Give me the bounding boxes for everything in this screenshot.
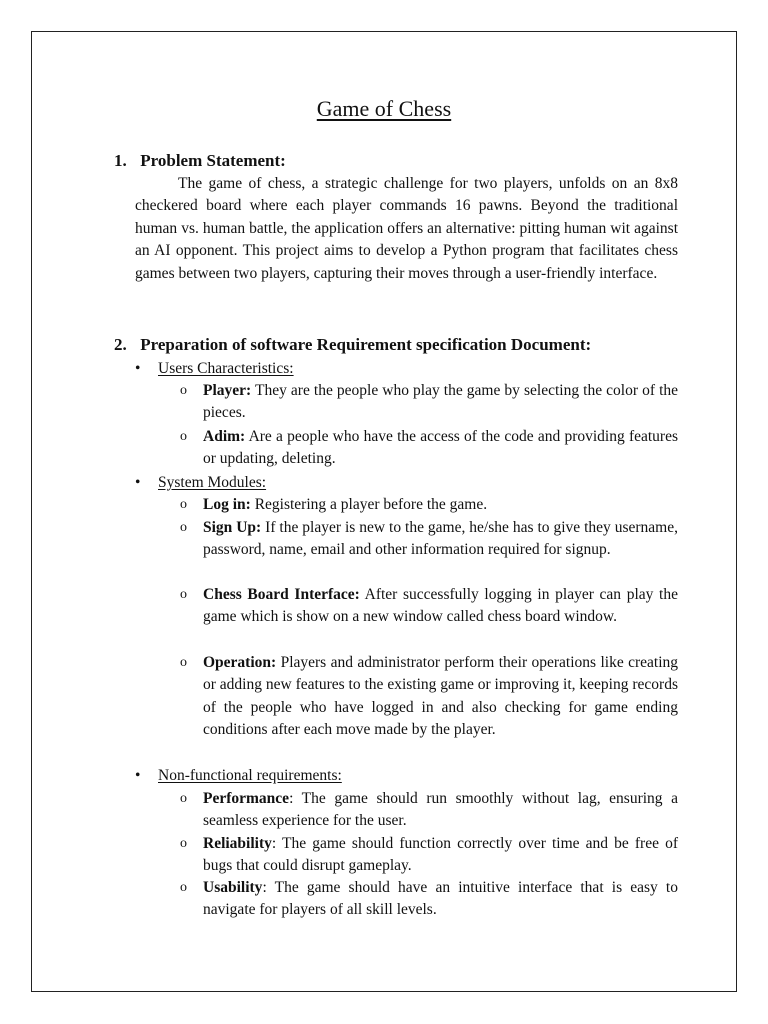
sub-item-performance [180, 788, 678, 833]
term: Operation: [203, 654, 277, 671]
term: Performance [203, 790, 290, 807]
term: Reliability [203, 835, 272, 852]
sub-bullet: o [180, 791, 187, 806]
bullet-dot: • [135, 767, 141, 784]
sub-item-log-in [180, 494, 678, 516]
document-title: Game of Chess [316, 96, 452, 121]
sub-item-adim [180, 426, 678, 471]
bullet-label: Non-functional requirements: [158, 767, 342, 784]
sub-item-player [180, 380, 678, 425]
sub-item-chess-board-interface [180, 584, 678, 629]
desc: : The game should function correctly over time and be free of bugs that could disrupt gameplay. [203, 835, 678, 875]
term: Player: [203, 382, 252, 399]
sub-item-operation [180, 652, 678, 742]
sub-item-usability [180, 877, 678, 922]
section-1-heading [114, 150, 286, 172]
section-title: Problem Statement: [140, 151, 286, 170]
desc: If the player is new to the game, he/she has to give they username, password, name, email and other information required for signup. [203, 519, 678, 559]
sub-item-reliability [180, 833, 678, 878]
sub-bullet: o [180, 429, 187, 444]
term: Log in: [203, 496, 251, 513]
sub-bullet: o [180, 587, 187, 602]
term: Adim: [203, 428, 246, 445]
sub-item-sign-up [180, 517, 678, 562]
desc: Registering a player before the game. [250, 496, 488, 513]
sub-bullet: o [180, 383, 187, 398]
section-2-heading [114, 334, 591, 356]
desc: After successfully logging in player can play the game which is show on a new window called chess board window. [203, 586, 678, 626]
term: Sign Up: [203, 519, 262, 536]
sub-bullet: o [180, 880, 187, 895]
section-number: 1. [114, 151, 127, 170]
desc: : The game should have an intuitive interface that is easy to navigate for players of all skill levels. [203, 879, 678, 919]
term: Usability [203, 879, 263, 896]
section-number: 2. [114, 335, 127, 354]
desc: Are a people who have the access of the code and providing features or updating, deleting. [203, 428, 678, 468]
sub-bullet: o [180, 497, 187, 512]
desc: Players and administrator perform their operations like creating or adding new features to the existing game or improving it, keeping records of the people who have logged in and also checking for game ending conditions after each move made by the player. [203, 654, 678, 739]
bullet-dot: • [135, 474, 141, 491]
bullet-label: System Modules: [158, 474, 267, 491]
desc: : The game should run smoothly without lag, ensuring a seamless experience for the user. [203, 790, 678, 830]
term: Chess Board Interface: [203, 586, 360, 603]
desc: They are the people who play the game by selecting the color of the pieces. [203, 382, 678, 422]
section-title: Preparation of software Requirement specification Document: [140, 335, 592, 354]
problem-statement-paragraph: The game of chess, a strategic challenge for two players, unfolds on an 8x8 checkered board where each player commands 16 pawns. Beyond the traditional human vs. human battle, the application offers an alternative: pitting human wit against an AI opponent. This project aims to develop a Python program that facilitates chess games between two players, capturing their moves through a user-friendly interface. [135, 175, 678, 282]
sub-bullet: o [180, 836, 187, 851]
sub-bullet: o [180, 520, 187, 535]
bullet-label: Users Characteristics: [158, 360, 294, 377]
sub-bullet: o [180, 655, 187, 670]
bullet-dot: • [135, 360, 141, 377]
